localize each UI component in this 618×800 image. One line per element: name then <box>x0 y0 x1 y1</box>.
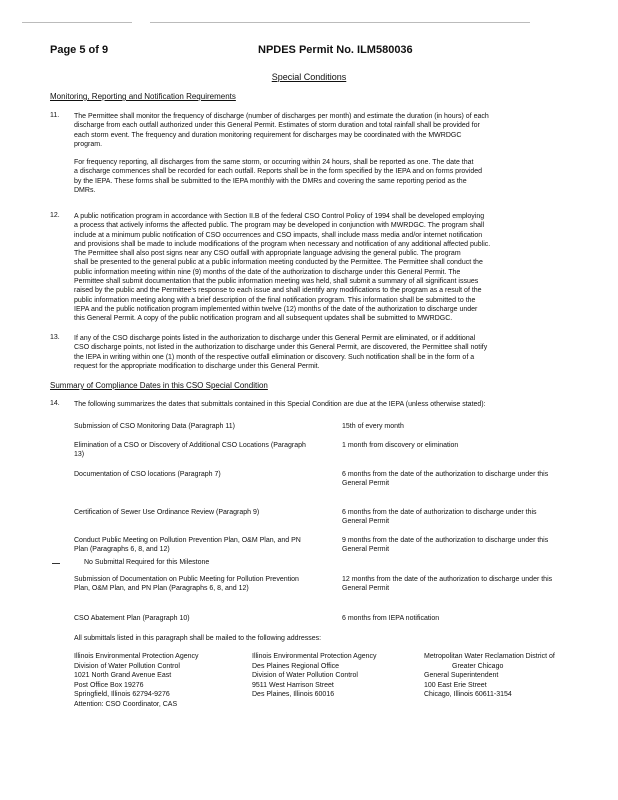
address-iepa-springfield <box>74 652 199 709</box>
address-line: Greater Chicago <box>452 662 504 670</box>
paragraph-line: request for the appropriate modification to discharge under this General Permit. <box>74 362 320 370</box>
paragraph-line: The Permittee shall monitor the frequency of discharge (number of discharges per month) and estimate the duration (in hours) of each <box>74 113 489 120</box>
address-line: Illinois Environmental Protection Agency <box>74 653 199 660</box>
address-line: General Superintendent <box>424 672 499 679</box>
strike-mark <box>52 563 60 564</box>
paragraph-line: For frequency reporting, all discharges from the same storm, or occurring within 24 hours, shall be reported as one. The date that <box>74 159 474 166</box>
scan-artifact-line <box>22 22 132 23</box>
schedule-due: 15th of every month <box>342 423 404 430</box>
schedule-due: 12 months from the date of the authorization to discharge under this General Permit <box>342 576 553 592</box>
paragraph-number: 11. <box>50 112 60 119</box>
paragraph-line: the IEPA in writing within one (1) month of the respective outfall elimination or discovery. Such notification shall be in the form of a <box>74 353 475 361</box>
paragraph-11 <box>74 112 574 149</box>
address-line: 100 East Erie Street <box>424 681 487 689</box>
paragraph-line: program. <box>74 140 103 148</box>
scan-artifact-line <box>150 22 530 23</box>
paragraph-line: public information meeting within nine (9) months of the date of the authorization to discharge under this General Permit. The <box>74 268 461 276</box>
paragraph-line: DMRs. <box>74 186 96 194</box>
address-line: Chicago, Illinois 60611-3154 <box>424 691 512 698</box>
permit-number: NPDES Permit No. ILM580036 <box>258 44 413 56</box>
paragraph-line: a process that actively informs the affected public. The program may be developed in conjunction with MWRDGC. The program shall <box>74 222 485 230</box>
section-title-compliance-dates: Summary of Compliance Dates in this CSO Special Condition <box>50 381 268 390</box>
paragraph-12 <box>74 212 574 324</box>
paragraph-line: A public notification program in accordance with Section II.B of the federal CSO Control Policy of 1994 shall be developed employing <box>74 213 485 220</box>
address-line: 9511 West Harrison Street <box>252 681 334 689</box>
schedule-due: 6 months from the date of authorization to discharge under this General Permit <box>342 509 537 525</box>
paragraph-line: CSO discharge points, not listed in the authorization to discharge under this General Permit, are discovered, the Permittee shall notify <box>74 344 488 352</box>
paragraph-line: public information meeting along with a brief description of the final notification program. This information shall be submitted to the <box>74 296 476 304</box>
paragraph-line: include at a minimum public notification of CSO occurrences and CSO impacts, shall include mass media and/or internet notification <box>74 231 483 239</box>
address-line: Division of Water Pollution Control <box>252 672 358 679</box>
address-line: Des Plaines, Illinois 60016 <box>252 691 335 698</box>
schedule-item: Submission of Documentation on Public Meeting for Pollution Prevention Plan, O&M Plan, and PN Plan (Paragraphs 6, 8, and 12) <box>74 576 299 592</box>
paragraph-line: The Permittee shall also post signs near any CSO outfall with appropriate language advising the general public. The program <box>74 250 461 258</box>
address-iepa-des-plaines <box>252 652 377 700</box>
paragraph-11-reporting <box>74 158 574 195</box>
paragraph-line: by the IEPA. These forms shall be submitted to the IEPA monthly with the DMRs and covering the same reporting period as the <box>74 177 467 185</box>
paragraph-line: Permittee shall submit documentation that the public information meeting was held, shall submit a summary of all significant issues <box>74 278 479 286</box>
paragraph-line: each storm event. The frequency and duration monitoring requirement for discharges may be coordinated with the MWRDGC <box>74 131 462 139</box>
schedule-item: Documentation of CSO locations (Paragraph 7) <box>74 471 221 478</box>
paragraph-14: The following summarizes the dates that submittals contained in this Special Condition are due at the IEPA (unless otherwise stated): <box>74 401 486 408</box>
address-line: 1021 North Grand Avenue East <box>74 672 172 679</box>
paragraph-line: this General Permit. A copy of the public notification program and all subsequent updates shall be submitted to MWRDGC. <box>74 315 453 323</box>
mailing-instructions: All submittals listed in this paragraph shall be mailed to the following addresses: <box>74 635 322 642</box>
address-line: Post Office Box 19276 <box>74 681 144 689</box>
paragraph-line: a discharge commences shall be recorded for each outfall. Reports shall be in the form specified by the IEPA and on forms provided <box>74 168 483 176</box>
paragraph-line: and provisions shall be made to include modifications of the program when necessary and notification of any additional affected public. <box>74 240 491 248</box>
paragraph-line: discharge from each outfall authorized under this General Permit. Estimates of storm duration and total rainfall shall be provided for <box>74 122 480 130</box>
paragraph-number: 14. <box>50 400 60 407</box>
schedule-due: 6 months from IEPA notification <box>342 615 440 622</box>
paragraph-line: IEPA and the public notification program implemented within twelve (12) months of the date of the authorization to discharge under <box>74 305 478 313</box>
paragraph-number: 13. <box>50 334 60 341</box>
address-line: Des Plaines Regional Office <box>252 662 340 670</box>
schedule-item: Elimination of a CSO or Discovery of Additional CSO Locations (Paragraph 13) <box>74 442 306 458</box>
address-line: Division of Water Pollution Control <box>74 662 180 670</box>
section-title-monitoring: Monitoring, Reporting and Notification Requirements <box>50 92 236 101</box>
paragraph-line: shall be presented to the general public at a public information meeting conducted by the Permittee. The Permittee shall conduct the <box>74 259 483 267</box>
paragraph-13 <box>74 334 574 371</box>
schedule-due: 9 months from the date of the authorization to discharge under this General Permit <box>342 537 549 553</box>
schedule-due: 6 months from the date of the authorization to discharge under this General Permit <box>342 471 549 487</box>
paragraph-line: raised by the public and the Permittee's response to each issue and shall identify any modifications to the program as a result of the <box>74 287 482 295</box>
schedule-item: Submission of CSO Monitoring Data (Paragraph 11) <box>74 423 235 430</box>
paragraph-line: If any of the CSO discharge points listed in the authorization to discharge under this General Permit are eliminated, or if additional <box>74 335 476 342</box>
address-line: Metropolitan Water Reclamation District of <box>424 653 555 660</box>
address-line: Springfield, Illinois 62794-9276 <box>74 691 170 698</box>
schedule-item: Certification of Sewer Use Ordinance Review (Paragraph 9) <box>74 509 260 516</box>
page-number: Page 5 of 9 <box>50 44 109 56</box>
page-title: Special Conditions <box>271 72 347 82</box>
schedule-note: No Submittal Required for this Milestone <box>84 559 210 566</box>
schedule-due: 1 month from discovery or elimination <box>342 442 459 449</box>
paragraph-number: 12. <box>50 212 60 219</box>
address-line: Attention: CSO Coordinator, CAS <box>74 700 178 708</box>
schedule-item: Conduct Public Meeting on Pollution Prevention Plan, O&M Plan, and PN Plan (Paragraphs 6, 8, and 12) <box>74 537 301 553</box>
address-mwrdgc <box>424 652 555 700</box>
address-line: Illinois Environmental Protection Agency <box>252 653 377 660</box>
schedule-item: CSO Abatement Plan (Paragraph 10) <box>74 615 190 622</box>
